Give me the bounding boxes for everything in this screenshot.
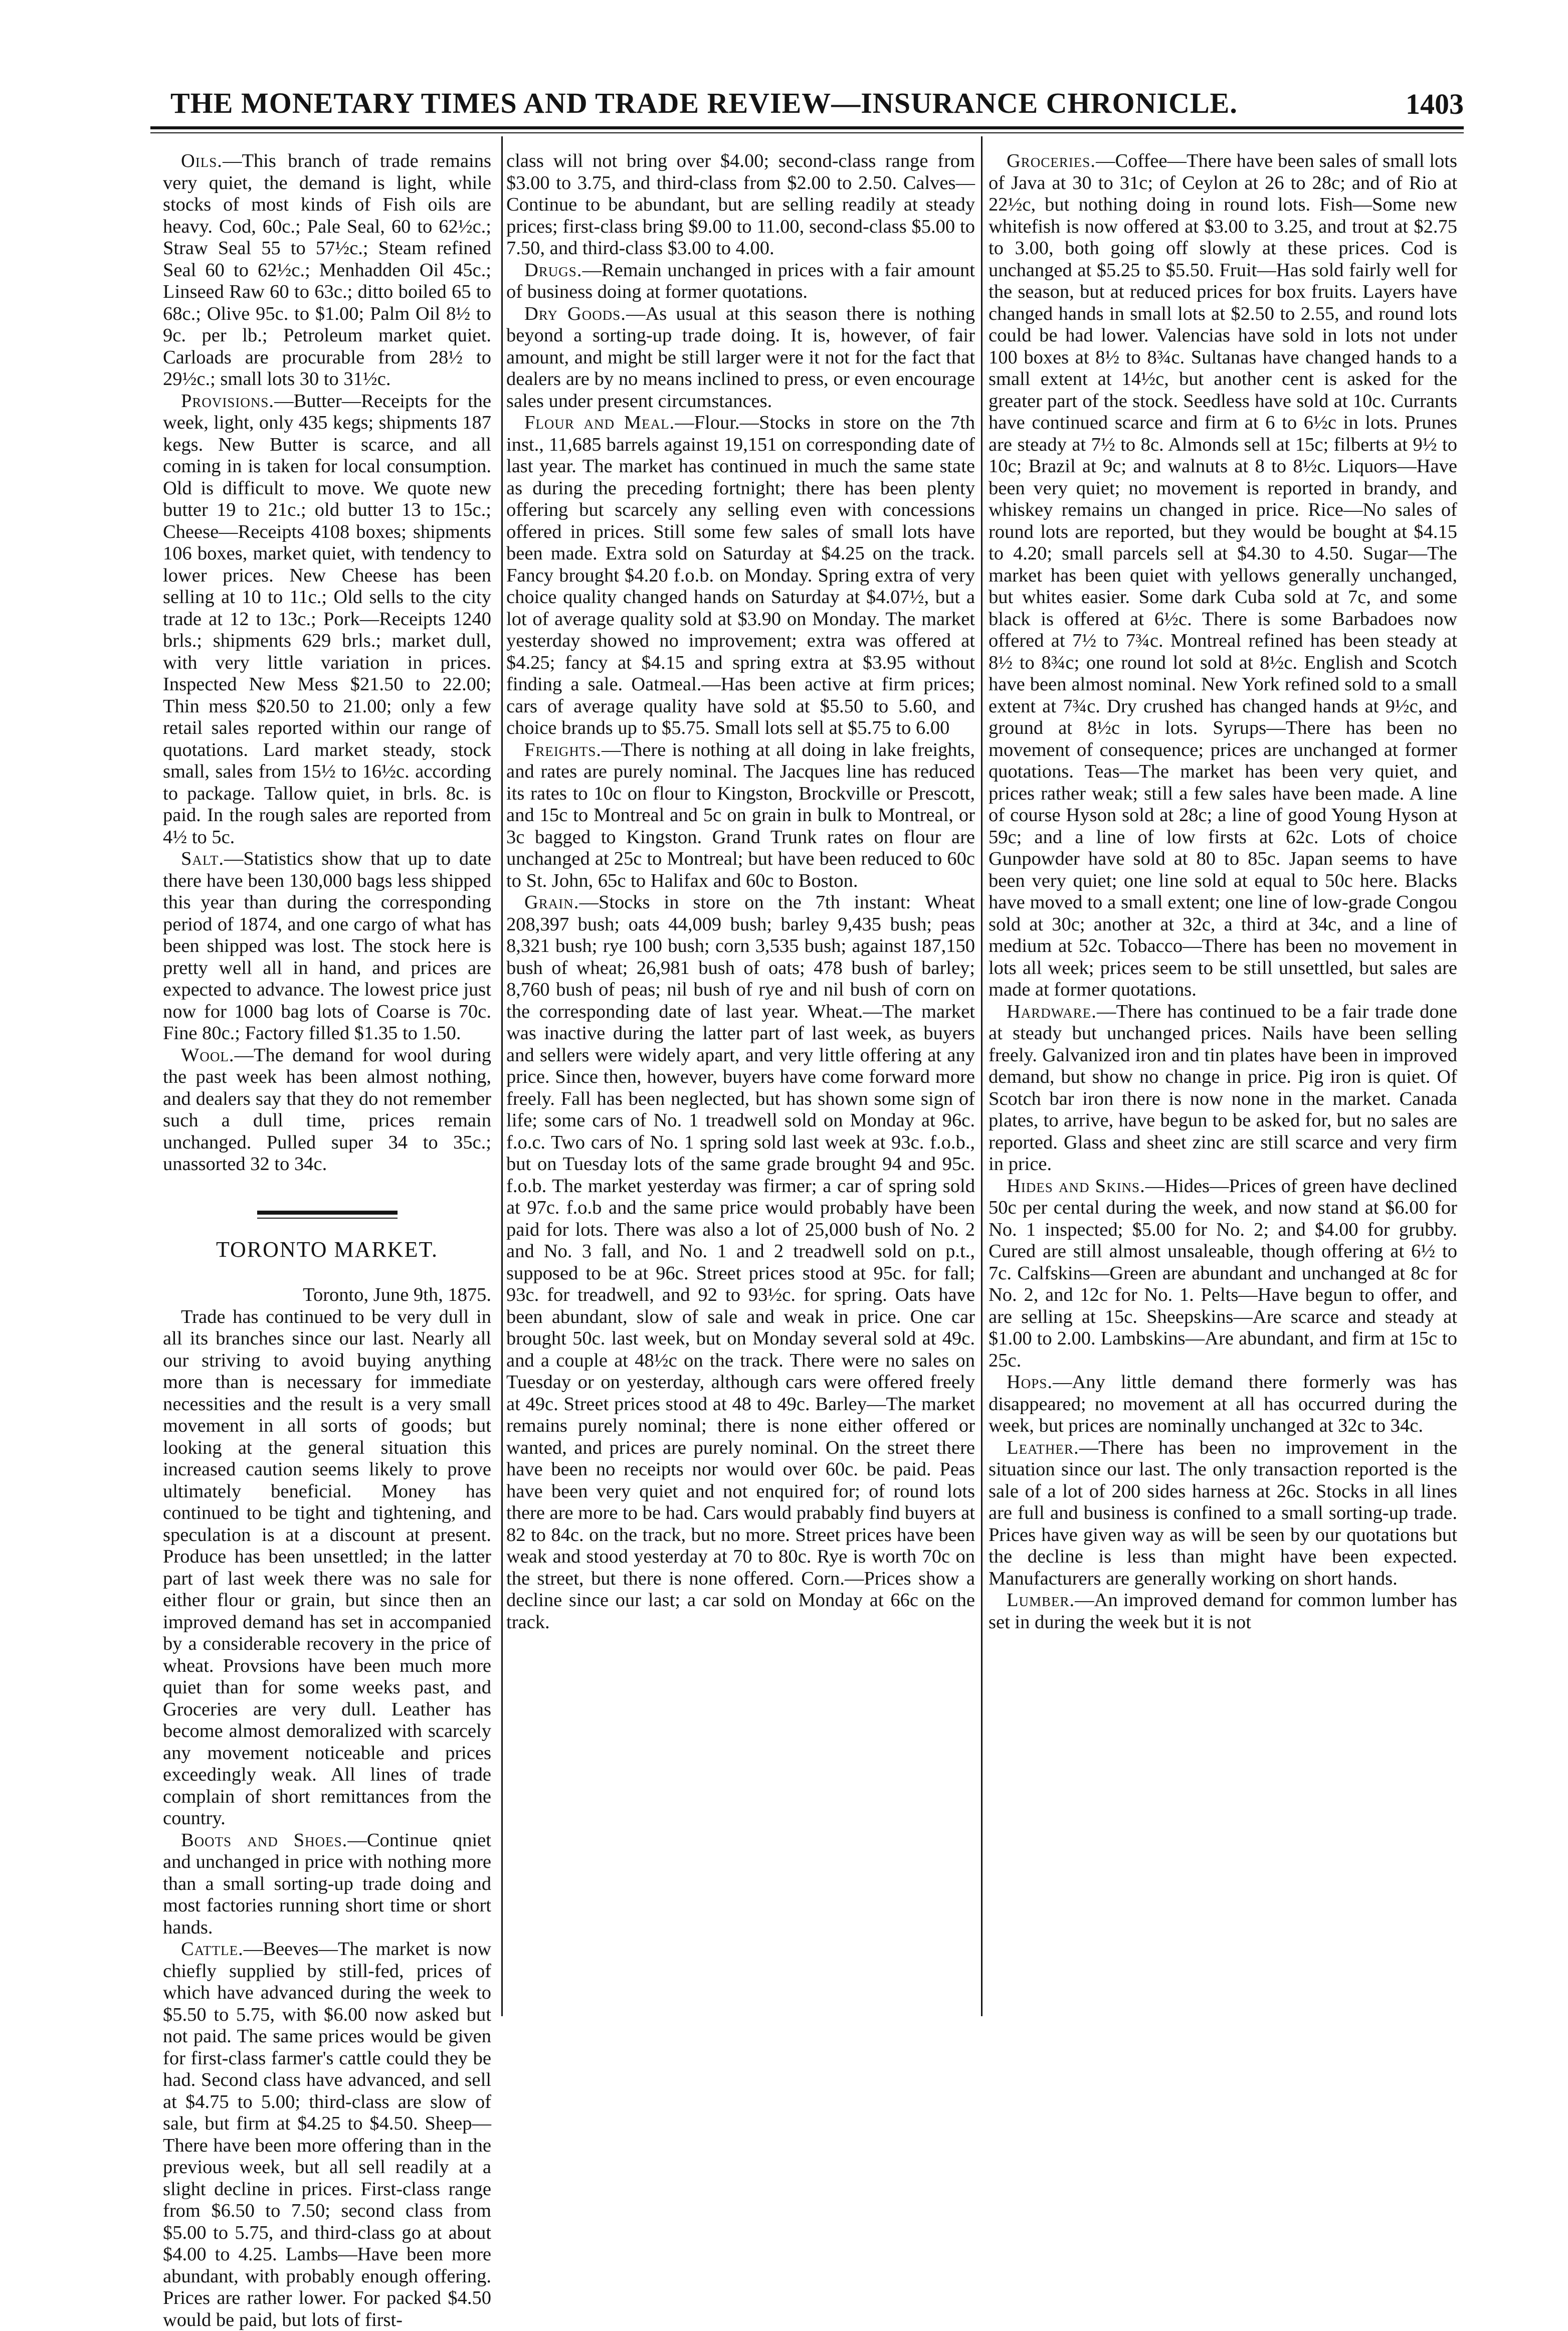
article-dry-goods <box>506 303 975 413</box>
section-text: —Statistics show that up to date there have been 130,000 bags less shipped this year than during the corresponding period of 1874, and one cargo of what has been shipped was lost. The stock here is pretty well all in hand, and prices are expected to advance. The lowest price just now for 1000 bag lots of Coarse is 70c. Fine 80c.; Factory filled $1.35 to 1.50. <box>163 848 491 1044</box>
section-heading: Hides and Skins. <box>1007 1175 1145 1197</box>
article-freights <box>506 739 975 892</box>
section-heading: Lumber. <box>1007 1590 1075 1611</box>
article-boots <box>163 1830 491 1939</box>
article-lumber <box>989 1590 1457 1633</box>
article-wool <box>163 1045 491 1176</box>
article-groceries <box>989 150 1457 1001</box>
section-heading: Oils. <box>181 150 223 171</box>
page-header <box>150 80 1464 124</box>
header-rule <box>150 126 1464 129</box>
section-text: —An improved demand for common lumber has set in during the week but it is not <box>989 1590 1457 1633</box>
column-divider <box>981 136 983 2016</box>
article-cattle <box>163 1938 491 2331</box>
header-rule-thin <box>150 132 1464 133</box>
section-text: —Coffee—There have been sales of small lots of Java at 30 to 31c; of Ceylon at 26 to 28c; and of Rio at 22½c, but nothing doing in round lots. Fish—Some new whitefish is now offered at $3.00 to 3.25, and trout at $2.75 to 3.00, both going off slowly at these prices. Cod is unchanged at $5.25 to $5.50. Fruit—Has sold fairly well for the season, but at reduced prices for box fruits. Layers have changed hands in small lots at $2.50 to 2.55, and round lots could be had lower. Valencias have sold in lots not under 100 boxes at 8½ to 8¾c. Sultanas have changed hands to a small extent at 14½c, but another cent is asked for the greater part of the stock. Seedless have sold at 10c. Currants have continued scarce and firm at 6 to 6½c in lots. Prunes are steady at 7½ to 8c. Almonds sell at 15c; filberts at 9½ to 10c; Brazil at 9c; and walnuts at 8 to 8½c. Liquors—Have been very quiet; no movement is reported in brandy, and whiskey remains un changed in price. Rice—No sales of round lots are reported, but they would be bought at $4.15 to 4.20; small parcels sell at $4.30 to 4.50. Sugar—The market has been quiet with yellows generally unchanged, but whites easier. Some dark Cuba sold at 7c, and some black is offered at 6½c. There is some Barbadoes now offered at 7½ to 7¾c. Montreal refined has been steady at 8½ to 8¾c; one round lot sold at 8½c. English and Scotch have been almost nominal. New York refined sold to a small extent at 7¾c. Dry crushed has changed hands at 9½c, and ground at 8½c in lots. Syrups—There has been no movement of consequence; prices are unchanged at former quotations. Teas—The market has been very quiet, and prices rather weak; still a few sales have been made. A line of course Hyson sold at 28c; a line of good Young Hyson at 59c; and a line of low firsts at 62c. Lots of choice Gunpowder have sold at 80 to 85c. Japan seems to have been very quiet; one line sold at equal to 50c here. Blacks have moved to a small extent; one line of low-grade Congou sold at 30c; another at 32c, a third at 34c, and a line of medium at 52c. Tobacco—There has been no movement in lots all week; prices seem to be still unsettled, but sales are made at former quotations. <box>989 150 1457 1000</box>
section-heading: Grain. <box>524 892 579 913</box>
column-2 <box>506 150 975 2005</box>
article-flour <box>506 412 975 739</box>
section-heading: Flour and Meal. <box>524 412 675 433</box>
section-heading: Salt. <box>181 848 225 869</box>
section-text: —Beeves—The market is now chiefly supplied by still-fed, prices of which have advanced during the week to $5.50 to 5.75, with $6.00 now asked but not paid. The same prices would be given for first-class farmer's cattle could they be had. Second class have advanced, and sell at $4.75 to 5.00; third-class are slow of sale, but firm at $4.25 to $4.50. Sheep—There have been more offering than in the previous week, but all sell readily at a slight decline in prices. First-class range from $6.50 to 7.50; second class from $5.00 to 5.75, and third-class go at about $4.00 to 4.25. Lambs—Have been more abundant, with probably enough offering. Prices are rather lower. For packed $4.50 would be paid, but lots of first- <box>163 1938 491 2330</box>
article-leather <box>989 1437 1457 1590</box>
column-divider <box>501 136 503 2016</box>
section-text: —Butter—Receipts for the week, light, only 435 kegs; shipments 187 kegs. New Butter is scarce, and all coming in is taken for local consumption. Old is difficult to move. We quote new butter 19 to 21c.; old butter 13 to 15c.; Cheese—Receipts 4108 boxes; shipments 106 boxes, market quiet, with tendency to lower prices. New Cheese has been selling at 10 to 11c.; Old sells to the city trade at 12 to 13c.; Pork—Receipts 1240 brls.; shipments 629 brls.; market dull, with very little variation in prices. Inspected New Mess $21.50 to 22.00; Thin mess $20.50 to 21.00; only a few retail sales reported within our range of quotations. Lard market steady, stock small, sales from 15½ to 16½c. according to package. Tallow quiet, in brls. 8c. is paid. In the rough sales are reported from 4½ to 5c. <box>163 390 491 848</box>
dateline: Toronto, June 9th, 1875. <box>303 1284 491 1305</box>
page-number: 1403 <box>1406 88 1464 120</box>
section-text: —As usual at this season there is nothing beyond a sorting-up trade doing. It is, however, of fair amount, and might be still larger were it not for the fact that dealers are by no means inclined to press, or even encourage sales under present circumstances. <box>506 303 975 412</box>
section-text: —Flour.—Stocks in store on the 7th inst., 11,685 barrels against 19,151 on corresponding date of last year. The market has continued in much the same state as during the preceding fortnight; there has been plenty offering but scarcely any selling even with concessions offered in prices. Still some few sales of small lots have been made. Extra sold on Saturday at $4.25 on the track. Fancy brought $4.20 f.o.b. on Monday. Spring extra of very choice quality changed hands on Saturday at $4.07½, but a lot of average quality sold at $3.90 on Monday. The market yesterday showed no improvement; extra was offered at $4.25; fancy at $4.15 and spring extra at $3.95 without finding a sale. Oatmeal.—Has been active at firm prices; cars of average quality have sold at $5.50 to 5.60, and choice brands up to $5.75. Small lots sell at $5.75 to 6.00 <box>506 412 975 738</box>
article-oils <box>163 150 491 391</box>
section-heading: Hardware. <box>1007 1001 1097 1022</box>
section-rule <box>257 1211 398 1215</box>
section-text: —There has continued to be a fair trade done at steady but unchanged prices. Nails have been selling freely. Galvanized iron and tin plates have been in improved demand, but show no change in price. Pig iron is quiet. Of Scotch bar iron there is now none in the market. Canada plates, to arrive, have begun to be asked for, but no sales are reported. Glass and sheet zinc are still scarce and very firm in price. <box>989 1001 1457 1175</box>
section-text: —This branch of trade remains very quiet, the demand is light, while stocks of most kinds of Fish oils are heavy. Cod, 60c.; Pale Seal, 60 to 62½c.; Straw Seal 55 to 57½c.; Steam refined Seal 60 to 62½c.; Menhadden Oil 45c.; Linseed Raw 60 to 63c.; ditto boiled 65 to 68c.; Olive 95c. to $1.00; Palm Oil 8½ to 9c. per lb.; Petroleum market quiet. Carloads are procurable from 28½ to 29½c.; small lots 30 to 31½c. <box>163 150 491 390</box>
section-text: —Any little demand there formerly was has disappeared; no movement at all has occurred during the week, but prices are nominally unchanged at 32c to 34c. <box>989 1372 1457 1436</box>
section-text: —Continue qniet and unchanged in price with nothing more than a small sorting-up trade doing and most factories running short time or short hands. <box>163 1829 491 1938</box>
publication-title: THE MONETARY TIMES AND TRADE REVIEW—INSURANCE CHRONICLE. <box>170 87 1238 119</box>
section-heading: Provisions. <box>181 390 275 412</box>
cattle-continued: class will not bring over $4.00; second-class range from $3.00 to 3.75, and third-class from $2.00 to 2.50. Calves—Continue to be abundant, but are selling readily at steady prices; first-class bring $9.00 to 11.00, second-class $5.00 to 7.50, and third-class $3.00 to 4.00. <box>506 150 975 259</box>
section-text: —Remain unchanged in prices with a fair amount of business doing at former quotations. <box>506 259 975 302</box>
section-heading: Groceries. <box>1007 150 1096 171</box>
section-text: —Hides—Prices of green have declined 50c per cental during the week, and now stand at $6.00 for No. 1 inspected; $5.00 for No. 2; and $4.00 for grubby. Cured are still almost unsaleable, though offering at 6½ to 7c. Calfskins—Green are abundant and unchanged at 8c for No. 2, and 12c for No. 1. Pelts—Have begun to offer, and are selling at 15c. Sheepskins—Are scarce and steady at $1.00 to 2.00. Lambskins—Are abundant, and firm at 15c to 25c. <box>989 1175 1458 1371</box>
article-hops <box>989 1372 1457 1437</box>
section-text: —There is nothing at all doing in lake freights, and rates are purely nominal. The Jacques line has reduced its rates to 10c on flour to Kingston, Brockville or Prescott, and 15c to Montreal and 5c on grain in bulk to Montreal, or 3c bagged to Kingston. Grand Trunk rates on flour are unchanged at 25c to Montreal; but have been reduced to 60c to St. John, 65c to Halifax and 60c to Boston. <box>506 739 975 891</box>
section-text: —Stocks in store on the 7th instant: Wheat 208,397 bush; oats 44,009 bush; barley 9,435 bush; peas 8,321 bush; rye 100 bush; corn 3,535 bush; against 187,150 bush of wheat; 26,981 bush of oats; 478 bush of barley; 8,760 bush of peas; nil bush of rye and nil bush of corn on the corresponding date of last year. Wheat.—The market was inactive during the latter part of last week, as buyers and sellers were widely apart, and very little offering at any price. Since then, however, buyers have come forward more freely. Fall has been neglected, but has shown some sign of life; some cars of No. 1 treadwell sold on Monday at 96c. f.o.c. Two cars of No. 1 spring sold last week at 93c. f.o.b., but on Tuesday lots of the same grade brought 94 and 95c. f.o.b. The market yesterday was firmer; a car of spring sold at 97c. f.o.b and the same price would probably have been paid for lots. There was also a lot of 25,000 bush of No. 2 and No. 3 fall, and No. 1 and 2 treadwell sold on p.t., supposed to be at 96c. Street prices stood at 95c. for fall; 93c. for treadwell, and 92 to 93½c. for spring. Oats have been abundant, slow of sale and weak in price. One car brought 50c. last week, but on Monday several sold at 49c. and a couple at 48½c on the track. There were no sales on Tuesday or on yesterday, although cars were offered freely at 49c. Street prices stood at 48 to 49c. Barley—The market remains purely nominal; there is none either offered or wanted, and prices are purely nominal. On the street there have been no receipts nor would over 60c. be paid. Peas have been very quiet and not enquired for; of round lots there are more to be had. Cars would prabably find buyers at 82 to 84c. on the track, but no more. Street prices have been weak and stood yesterday at 70 to 80c. Rye is worth 70c on the street, but there is none offered. Corn.—Prices show a decline since our last; a car sold on Monday at 66c on the track. <box>506 892 975 1633</box>
section-heading: Freights. <box>524 739 602 760</box>
column-1 <box>163 150 491 2330</box>
article-salt <box>163 848 491 1045</box>
article-hides <box>989 1176 1457 1372</box>
section-heading: Drugs. <box>524 259 582 281</box>
section-text: —The demand for wool during the past week has been almost nothing, and dealers say that they do not remember such a dull time, prices remain unchanged. Pulled super 34 to 35c.; unassorted 32 to 34c. <box>163 1044 491 1175</box>
section-heading: Wool. <box>181 1044 235 1066</box>
article-grain <box>506 892 975 1633</box>
section-rule-thin <box>257 1218 398 1219</box>
market-summary: Trade has continued to be very dull in all its branches since our last. Nearly all our striving to avoid buying anything more than is necessary for immediate necessities and the result is a very small movement in all sorts of goods; but looking at the general situation this increased caution seems likely to prove ultimately beneficial. Money has continued to be tight and tightening, and speculation is at a discount at present. Produce has been unsettled; in the latter part of last week there was no sale for either flour or grain, but since then an improved demand has set in accompanied by a considerable recovery in the price of wheat. Provsions have been much more quiet than for some weeks past, and Groceries are very dull. Leather has become almost demoralized with scarcely any movement noticeable and prices exceedingly weak. All lines of trade complain of short remittances from the country. <box>163 1306 491 1829</box>
section-text: —There has been no improvement in the situation since our last. The only transaction reported is the sale of a lot of 200 sides harness at 26c. Stocks in all lines are full and business is confined to a small sorting-up trade. Prices have given way as will be seen by our quotations but the decline is less than might have been expected. Manufacturers are generally working on short hands. <box>989 1437 1457 1589</box>
section-heading: Cattle. <box>181 1938 244 1960</box>
article-drugs <box>506 260 975 303</box>
section-heading: Dry Goods. <box>524 303 626 324</box>
article-provisions <box>163 391 491 849</box>
section-heading: Boots and Shoes. <box>181 1829 348 1851</box>
section-heading: Hops. <box>1007 1372 1053 1393</box>
section-heading: Leather. <box>1007 1437 1079 1458</box>
article-hardware <box>989 1001 1457 1176</box>
market-title: TORONTO MARKET. <box>216 1237 439 1262</box>
column-3 <box>989 150 1457 2005</box>
